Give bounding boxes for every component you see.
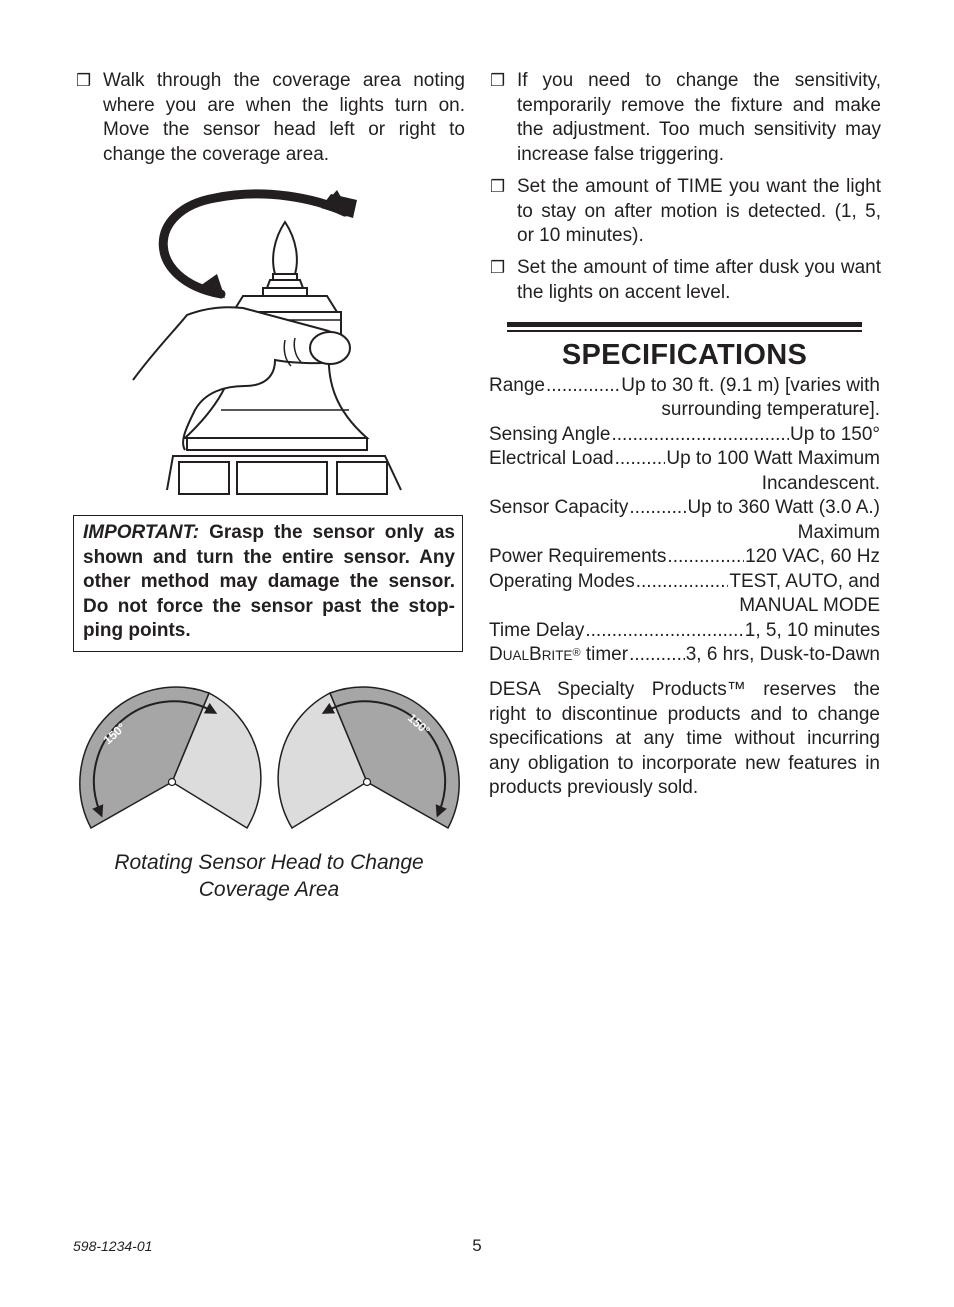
spec-row-dualbrite-timer xyxy=(489,643,880,669)
spec-row-sensing-angle xyxy=(489,423,880,448)
spec-value-continued: Maximum xyxy=(797,522,880,543)
bullet-line: Set the amount of TIME you want the light xyxy=(517,176,881,197)
angle-label-left: 150° xyxy=(100,720,129,748)
diagram-caption-line-1: Rotating Sensor Head to Change xyxy=(114,851,424,874)
spec-label: Time Delay xyxy=(489,620,585,641)
spec-label: Sensor Capacity xyxy=(489,497,629,518)
checkbox-bullet-icon: ❒ xyxy=(490,258,506,278)
spec-value: 120 VAC, 60 Hz xyxy=(745,546,880,567)
spec-value: Up to 100 Watt Maximum xyxy=(666,448,880,469)
disclaimer-line: specifications at any time without incurring xyxy=(489,728,880,749)
checkbox-bullet-icon: ❒ xyxy=(490,177,506,197)
bullet-line: or 10 minutes). xyxy=(517,225,644,246)
bullet-line: change the coverage area. xyxy=(103,143,330,165)
angle-label-right: 150° xyxy=(404,710,433,738)
spec-row-sensor-capacity xyxy=(489,496,880,521)
bullet-line: the adjustment. Too much sensitivity may xyxy=(517,119,881,140)
important-text: Grasp the sensor only as xyxy=(209,522,455,543)
spec-value: Up to 150° xyxy=(790,424,880,445)
spec-value-continued: Incandescent. xyxy=(761,473,880,494)
spec-row-electrical-load xyxy=(489,447,880,472)
spec-leader-dots xyxy=(546,374,620,399)
disclaimer-paragraph xyxy=(489,678,880,801)
section-divider-thick xyxy=(507,322,862,327)
page-number: 5 xyxy=(472,1236,482,1255)
spec-label: Electrical Load xyxy=(489,448,614,469)
disclaimer-line: DESA Specialty Products™ reserves the xyxy=(489,679,880,700)
bullet-line: increase false triggering. xyxy=(517,143,724,165)
hand-rotating-sensor-illustration xyxy=(125,180,425,500)
spec-label: DUALBRITE® timer xyxy=(489,644,629,665)
important-warning-box xyxy=(73,515,463,652)
spec-leader-dots xyxy=(636,570,729,595)
important-line-5: ping points. xyxy=(83,620,191,641)
bullet-line: where you are when the lights turn on. xyxy=(103,94,465,116)
coverage-fan-right xyxy=(278,687,459,828)
spec-leader-dots xyxy=(629,496,686,521)
important-line-2: shown and turn the entire sensor. Any xyxy=(83,547,455,568)
spec-label: Range xyxy=(489,375,545,396)
spec-value: 3, 6 hrs, Dusk-to-Dawn xyxy=(685,644,880,665)
important-lead: IMPORTANT: xyxy=(83,522,200,543)
document-number: 598-1234-01 xyxy=(73,1238,153,1254)
important-line-3: other method may damage the sensor. xyxy=(83,571,455,592)
checkbox-bullet-icon: ❒ xyxy=(490,71,506,91)
disclaimer-line: any obligation to incorporate new features in xyxy=(489,752,880,774)
bullet-line: Walk through the coverage area noting xyxy=(103,70,465,91)
important-line-4: Do not force the sensor past the stop- xyxy=(83,596,455,617)
bullet-line: If you need to change the sensitivity, xyxy=(517,70,881,91)
spec-value: Up to 30 ft. (9.1 m) [varies with xyxy=(621,375,880,396)
diagram-caption-line-2: Coverage Area xyxy=(198,878,340,901)
specifications-heading: SPECIFICATIONS xyxy=(561,339,808,371)
spec-value: Up to 360 Watt (3.0 A.) xyxy=(687,497,880,518)
spec-label: Sensing Angle xyxy=(489,424,611,445)
bullet-line: Move the sensor head left or right to xyxy=(103,119,465,140)
spec-label: Operating Modes xyxy=(489,571,635,592)
important-line-1 xyxy=(83,521,455,546)
spec-row-range xyxy=(489,374,880,399)
spec-leader-dots xyxy=(615,447,666,472)
spec-label: Power Requirements xyxy=(489,546,667,567)
spec-leader-dots xyxy=(612,423,790,448)
spec-leader-dots xyxy=(585,619,743,644)
spec-row-time-delay xyxy=(489,619,880,644)
disclaimer-line: right to discontinue products and to change xyxy=(489,703,880,725)
checkbox-bullet-icon: ❒ xyxy=(76,71,92,91)
bullet-line: Set the amount of time after dusk you want xyxy=(517,257,881,278)
section-divider-thin xyxy=(507,330,862,332)
spec-leader-dots xyxy=(667,545,744,570)
spec-row-operating-modes xyxy=(489,570,880,595)
spec-value: TEST, AUTO, and xyxy=(729,571,880,592)
spec-row-power xyxy=(489,545,880,570)
spec-value-continued: surrounding temperature]. xyxy=(661,399,880,420)
spec-value-continued: MANUAL MODE xyxy=(739,595,880,616)
bullet-line: the lights on accent level. xyxy=(517,281,731,303)
coverage-fan-left xyxy=(80,687,261,828)
spec-leader-dots xyxy=(629,643,685,669)
disclaimer-line: products previously sold. xyxy=(489,777,699,798)
bullet-line: temporarily remove the fixture and make xyxy=(517,94,881,116)
coverage-angle-diagram xyxy=(75,685,465,835)
spec-value: 1, 5, 10 minutes xyxy=(744,620,880,641)
bullet-line: to stay on after motion is detected. (1, 5, xyxy=(517,200,881,222)
